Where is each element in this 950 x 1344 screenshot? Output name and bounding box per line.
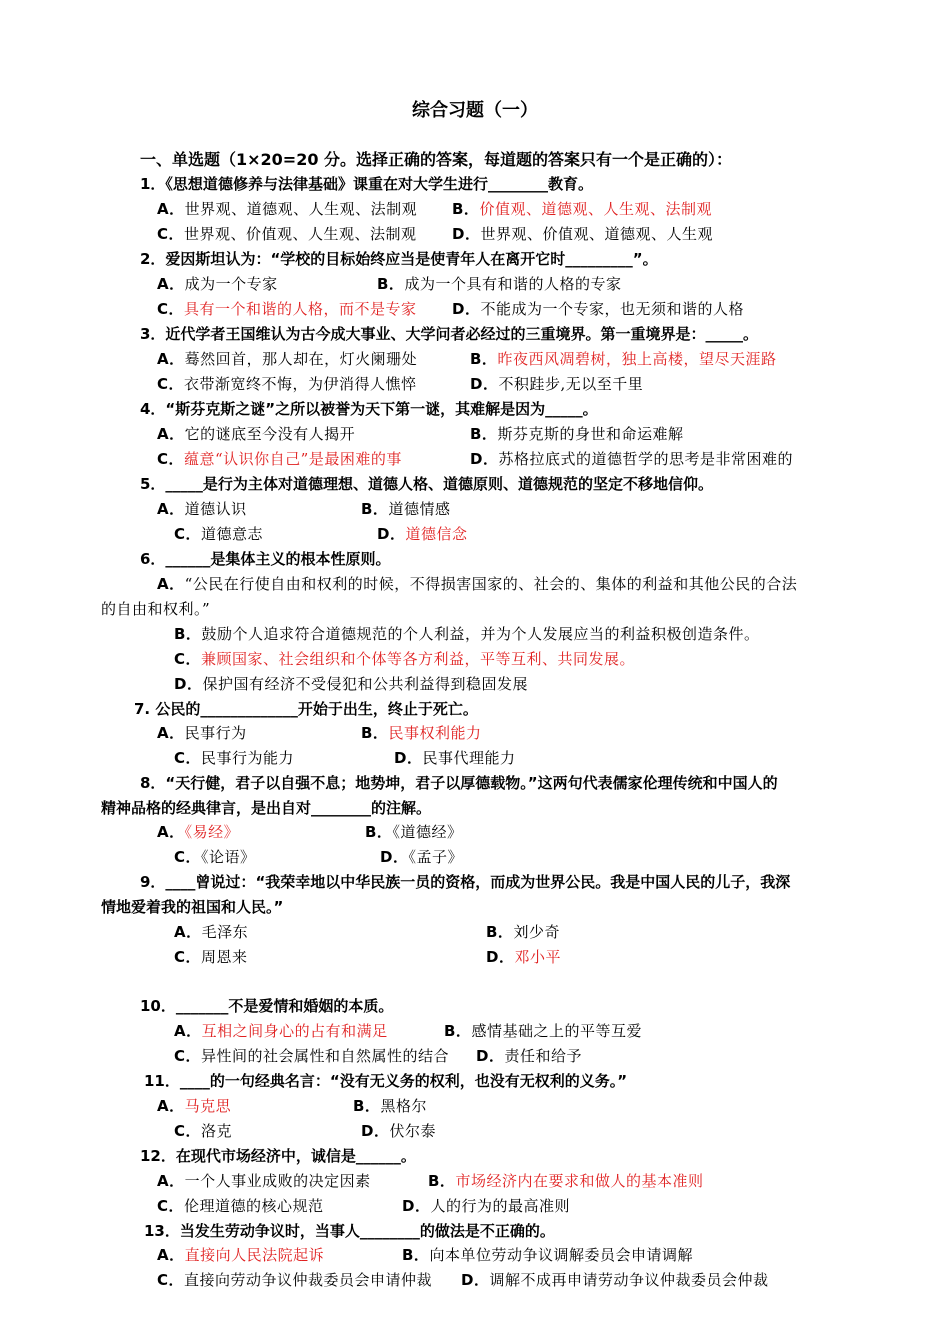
question-2-option-a: A．成为一个专家 bbox=[157, 275, 278, 293]
question-12-option-c: C．伦理道德的核心规范 bbox=[157, 1197, 324, 1215]
question-6-option-a-continued: 的自由和权利。” bbox=[101, 600, 211, 618]
question-2-option-d: D．不能成为一个专家，也无须和谐的人格 bbox=[452, 300, 744, 318]
question-10-option-d: D．责任和给予 bbox=[476, 1047, 582, 1065]
section-heading: 一、单选题（1×20=20 分。选择正确的答案，每道题的答案只有一个是正确的）： bbox=[140, 150, 733, 169]
question-8-stem-continued: 精神品格的经典律言，是出自对________的注解。 bbox=[101, 799, 432, 817]
page-title: 综合习题（一） bbox=[412, 100, 538, 121]
question-5-stem: 5．_____是行为主体对道德理想、道德人格、道德原则、道德规范的坚定不移地信仰。 bbox=[140, 475, 713, 493]
question-6-option-d: D．保护国有经济不受侵犯和公共利益得到稳固发展 bbox=[174, 675, 528, 693]
question-9-option-a: A．毛泽东 bbox=[174, 923, 249, 941]
question-1-option-a: A．世界观、道德观、人生观、法制观 bbox=[157, 200, 418, 218]
question-2-option-b: B．成为一个具有和谐的人格的专家 bbox=[377, 275, 622, 293]
question-11-option-d: D．伏尔泰 bbox=[361, 1122, 436, 1140]
question-3-stem: 3．近代学者王国维认为古今成大事业、大学问者必经过的三重境界。第一重境界是：_____。 bbox=[140, 325, 758, 343]
question-3-option-b: B．昨夜西风凋碧树，独上高楼，望尽天涯路 bbox=[470, 350, 777, 368]
question-11-option-a: A．马克思 bbox=[157, 1097, 232, 1115]
question-9-option-b: B．刘少奇 bbox=[486, 923, 560, 941]
question-13-option-a: A．直接向人民法院起诉 bbox=[157, 1246, 325, 1264]
question-13-option-d: D．调解不成再申请劳动争议仲裁委员会仲裁 bbox=[461, 1271, 769, 1289]
question-4-option-b: B．斯芬克斯的身世和命运难解 bbox=[470, 425, 684, 443]
question-6-option-c: C．兼顾国家、社会组织和个体等各方利益，平等互利、共同发展。 bbox=[174, 650, 636, 668]
question-11-option-c: C．洛克 bbox=[174, 1122, 233, 1140]
question-1-option-c: C．世界观、价值观、人生观、法制观 bbox=[157, 225, 417, 243]
question-4-stem: 4．“斯芬克斯之谜”之所以被誉为天下第一谜，其难解是因为_____。 bbox=[140, 400, 598, 418]
question-7-stem: 7. 公民的_____________开始于出生，终止于死亡。 bbox=[134, 700, 478, 718]
question-5-option-c: C．道德意志 bbox=[174, 525, 264, 543]
question-2-stem: 2．爱因斯坦认为：“学校的目标始终应当是使青年人在离开它时_________”。 bbox=[140, 250, 658, 268]
question-6-option-a: A．“公民在行使自由和权利的时候，不得损害国家的、社会的、集体的利益和其他公民的合法 bbox=[157, 575, 798, 593]
question-8-option-b: B．《道德经》 bbox=[365, 823, 463, 841]
question-8-option-a: A．《易经》 bbox=[157, 823, 240, 841]
question-12-option-b: B．市场经济内在要求和做人的基本准则 bbox=[428, 1172, 704, 1190]
question-8-option-c: C．《论语》 bbox=[174, 848, 256, 866]
question-5-option-a: A．道德认识 bbox=[157, 500, 247, 518]
question-13-option-b: B．向本单位劳动争议调解委员会申请调解 bbox=[402, 1246, 693, 1264]
question-5-option-d: D．道德信念 bbox=[377, 525, 468, 543]
question-1-stem: 1．《思想道德修养与法律基础》课重在对大学生进行________教育。 bbox=[140, 175, 593, 193]
question-7-option-d: D．民事代理能力 bbox=[394, 749, 516, 767]
question-11-option-b: B．黑格尔 bbox=[353, 1097, 427, 1115]
question-8-option-d: D．《孟子》 bbox=[380, 848, 463, 866]
question-10-option-a: A．互相之间身心的占有和满足 bbox=[174, 1022, 388, 1040]
question-9-option-d: D．邓小平 bbox=[486, 948, 561, 966]
question-10-option-b: B．感情基础之上的平等互爱 bbox=[444, 1022, 642, 1040]
question-10-stem: 10．_______不是爱情和婚姻的本质。 bbox=[140, 997, 394, 1015]
question-5-option-b: B．道德情感 bbox=[361, 500, 451, 518]
question-11-stem: 11．____的一句经典名言：“没有无义务的权利，也没有无权利的义务。” bbox=[144, 1072, 628, 1090]
question-6-stem: 6．______是集体主义的根本性原则。 bbox=[140, 550, 391, 568]
question-9-option-c: C．周恩来 bbox=[174, 948, 248, 966]
question-4-option-c: C．蕴意“认识你自己”是最困难的事 bbox=[157, 450, 402, 468]
question-12-option-d: D．人的行为的最高准则 bbox=[402, 1197, 570, 1215]
question-6-option-b: B．鼓励个人追求符合道德规范的个人利益，并为个人发展应当的利益积极创造条件。 bbox=[174, 625, 760, 643]
question-4-option-d: D．苏格拉底式的道德哲学的思考是非常困难的 bbox=[470, 450, 793, 468]
question-1-option-b: B．价值观、道德观、人生观、法制观 bbox=[452, 200, 712, 218]
question-1-option-d: D．世界观、价值观、道德观、人生观 bbox=[452, 225, 713, 243]
question-12-stem: 12．在现代市场经济中，诚信是______。 bbox=[140, 1147, 416, 1165]
question-7-option-c: C．民事行为能力 bbox=[174, 749, 295, 767]
question-12-option-a: A．一个人事业成败的决定因素 bbox=[157, 1172, 371, 1190]
question-13-stem: 13．当发生劳动争议时，当事人________的做法是不正确的。 bbox=[144, 1222, 555, 1240]
question-13-option-c: C．直接向劳动争议仲裁委员会申请仲裁 bbox=[157, 1271, 433, 1289]
question-8-stem: 8．“天行健，君子以自强不息；地势坤，君子以厚德载物。”这两句代表儒家伦理传统和中国人的 bbox=[140, 774, 778, 792]
question-3-option-a: A．蓦然回首，那人却在，灯火阑珊处 bbox=[157, 350, 418, 368]
question-7-option-b: B．民事权利能力 bbox=[361, 724, 482, 742]
question-9-stem: 9．____曾说过：“我荣幸地以中华民族一员的资格，而成为世界公民。我是中国人民的儿子，我深 bbox=[140, 873, 791, 891]
question-7-option-a: A．民事行为 bbox=[157, 724, 247, 742]
question-10-option-c: C．异性间的社会属性和自然属性的结合 bbox=[174, 1047, 450, 1065]
question-9-stem-continued: 情地爱着我的祖国和人民。” bbox=[101, 898, 284, 916]
question-4-option-a: A．它的谜底至今没有人揭开 bbox=[157, 425, 356, 443]
question-3-option-d: D．不积跬步,无以至千里 bbox=[470, 375, 644, 393]
question-3-option-c: C．衣带渐宽终不悔，为伊消得人憔悴 bbox=[157, 375, 417, 393]
question-2-option-c: C．具有一个和谐的人格，而不是专家 bbox=[157, 300, 417, 318]
